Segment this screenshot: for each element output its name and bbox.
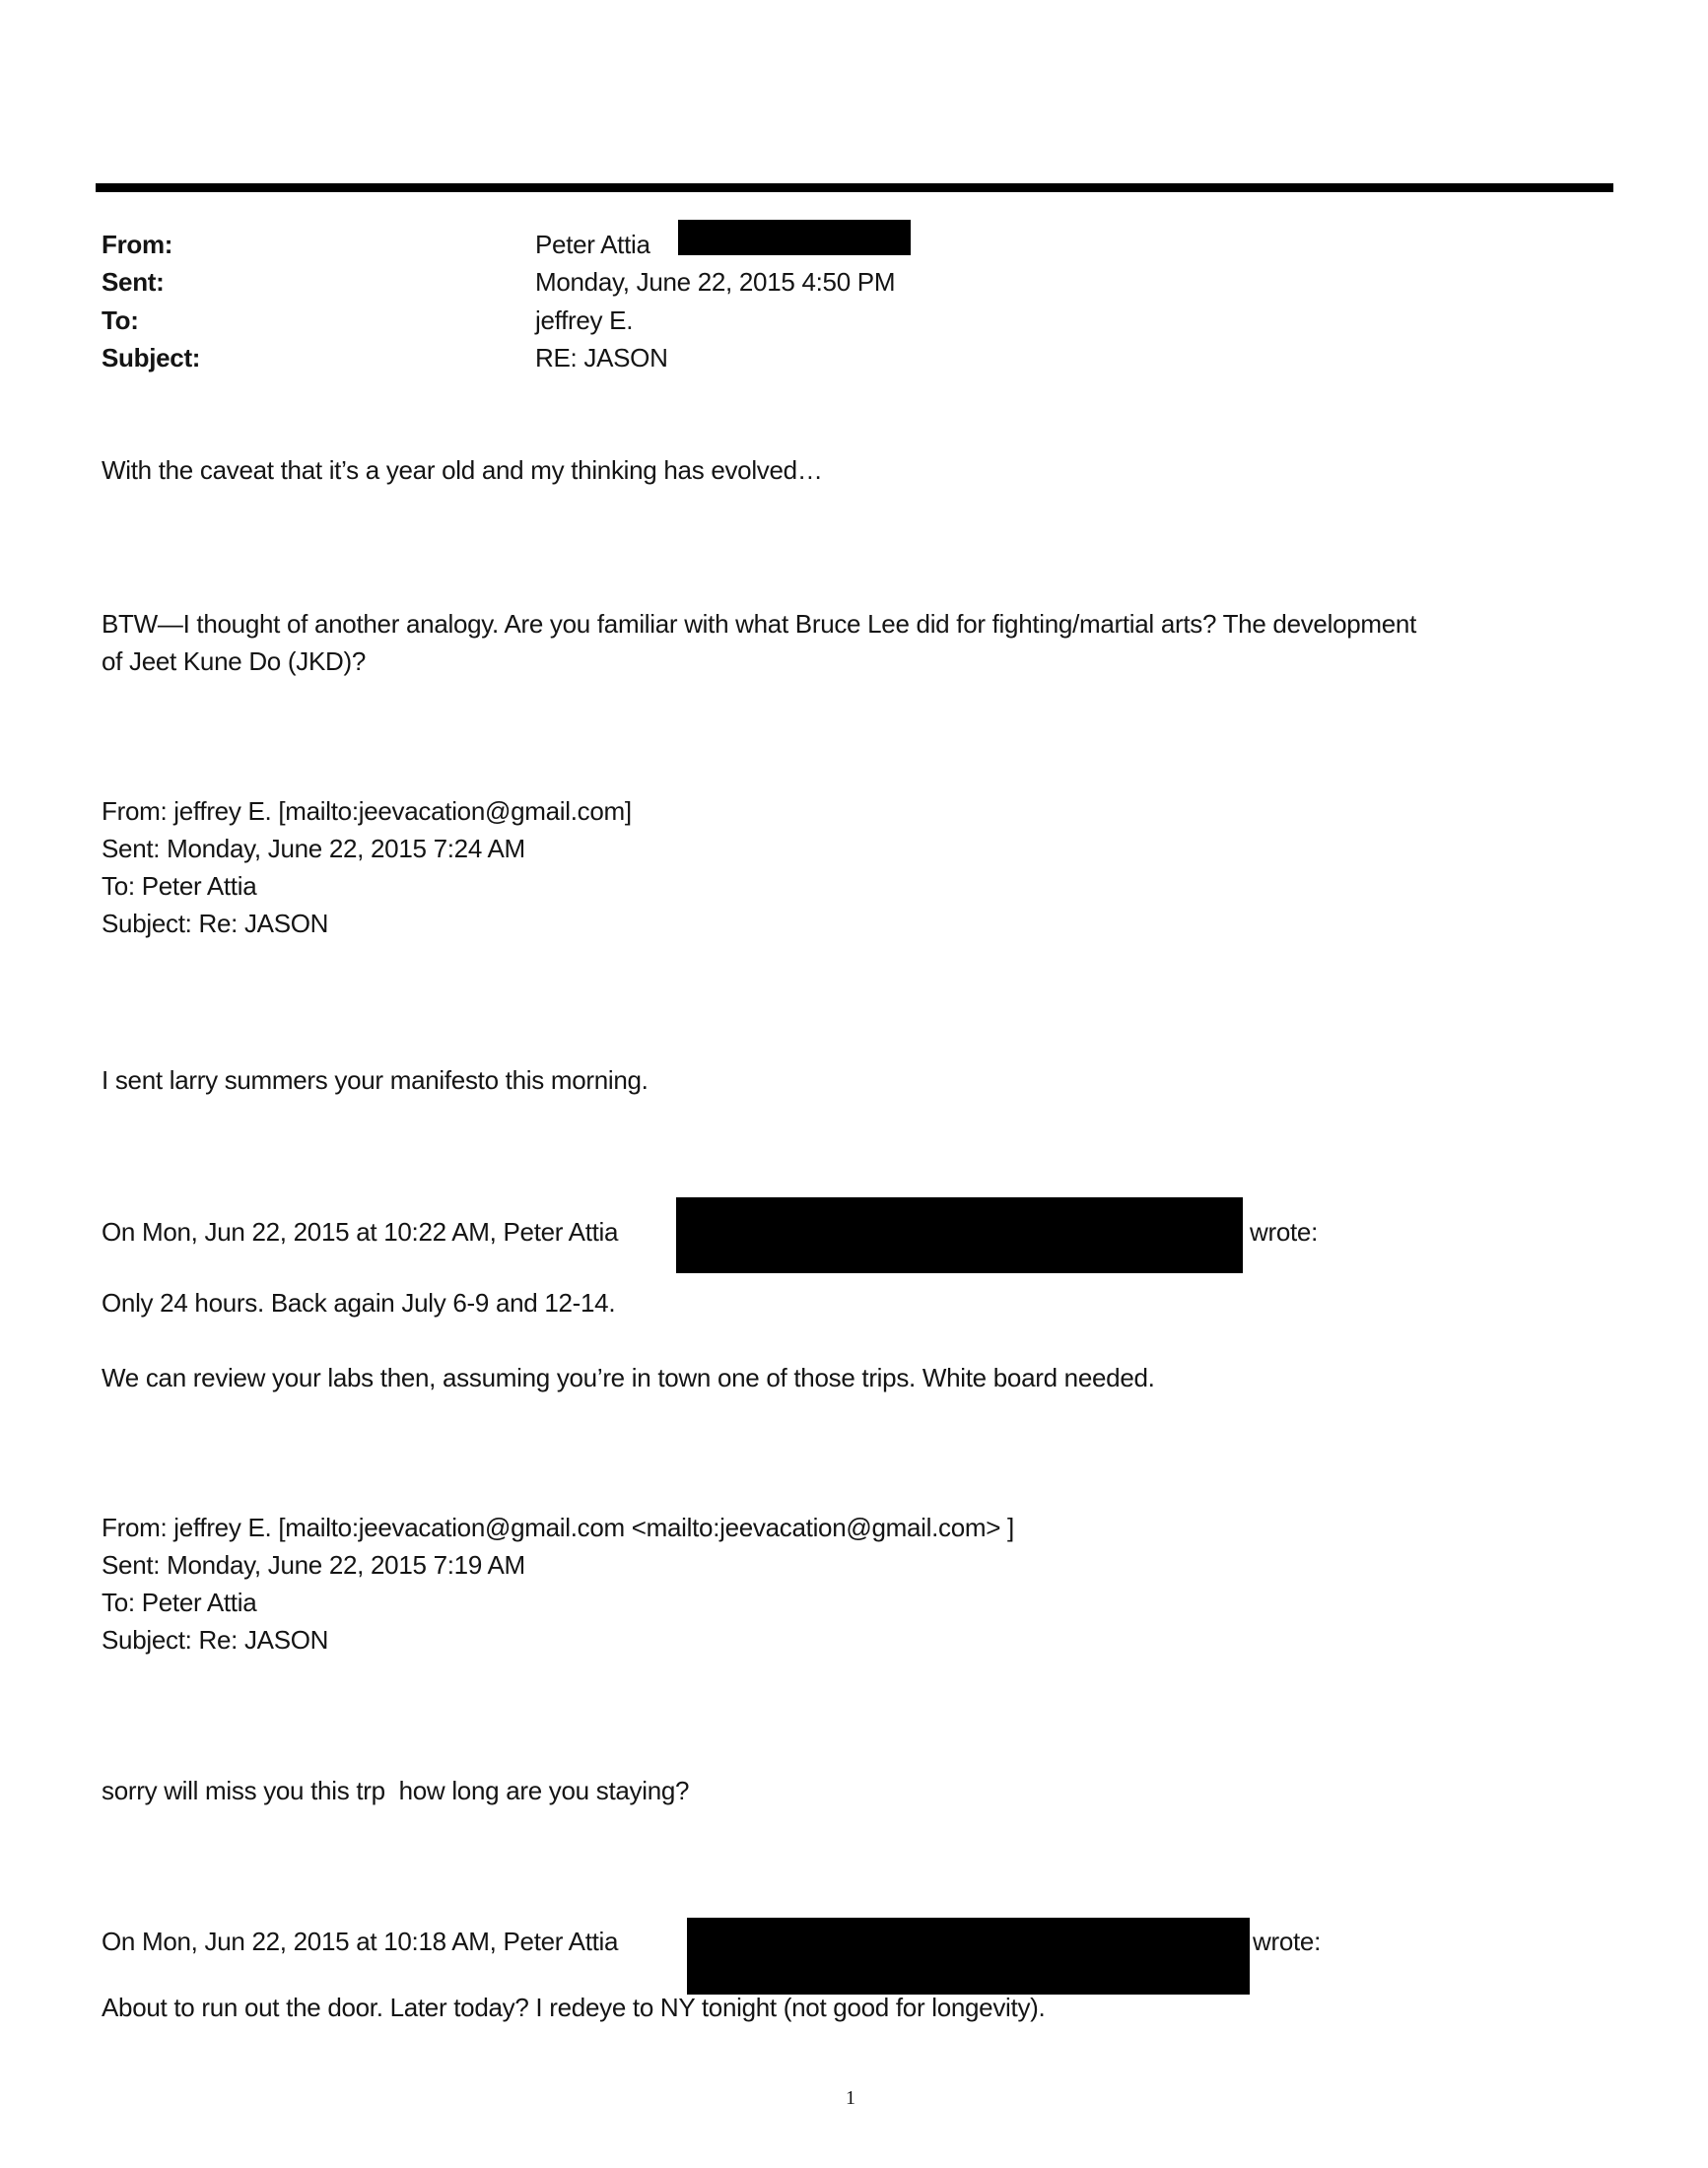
quoted-body: I sent larry summers your manifesto this morning. [102, 1065, 649, 1095]
quoted-attribution: On Mon, Jun 22, 2015 at 10:18 AM, Peter Attia [102, 1927, 619, 1956]
quoted-from: From: jeffrey E. [mailto:jeevacation@gmail.com <mailto:jeevacation@gmail.com> ] [102, 1513, 1014, 1542]
quoted-attribution-suffix: wrote: [1253, 1927, 1322, 1956]
header-to-value: jeffrey E. [535, 305, 634, 335]
header-subject-value: RE: JASON [535, 343, 668, 373]
header-subject-label: Subject: [102, 343, 201, 373]
page-number: 1 [846, 2087, 855, 2109]
quoted-sent: Sent: Monday, June 22, 2015 7:24 AM [102, 834, 525, 863]
quoted-subject: Subject: Re: JASON [102, 909, 329, 938]
quoted-from: From: jeffrey E. [mailto:jeevacation@gmail.com] [102, 796, 632, 826]
quoted-sent: Sent: Monday, June 22, 2015 7:19 AM [102, 1550, 525, 1580]
message-body-line: of Jeet Kune Do (JKD)? [102, 646, 366, 676]
redaction-box [678, 220, 911, 255]
quoted-body-line: Only 24 hours. Back again July 6-9 and 12-14. [102, 1288, 616, 1318]
quoted-to: To: Peter Attia [102, 1588, 257, 1617]
quoted-attribution: On Mon, Jun 22, 2015 at 10:22 AM, Peter Attia [102, 1217, 619, 1247]
header-sent-label: Sent: [102, 267, 165, 297]
quoted-body: sorry will miss you this trp how long are you staying? [102, 1776, 690, 1805]
header-to-label: To: [102, 305, 139, 335]
message-body-line: With the caveat that it’s a year old and my thinking has evolved… [102, 455, 823, 485]
header-sent-value: Monday, June 22, 2015 4:50 PM [535, 267, 896, 297]
redaction-box [687, 1918, 1250, 1995]
header-from-label: From: [102, 230, 173, 259]
quoted-to: To: Peter Attia [102, 871, 257, 901]
quoted-attribution-suffix: wrote: [1250, 1217, 1319, 1247]
quoted-body: About to run out the door. Later today? I redeye to NY tonight (not good for longevity). [102, 1993, 1046, 2022]
quoted-body-line: We can review your labs then, assuming you’re in town one of those trips. White board needed. [102, 1363, 1155, 1392]
message-body-line: BTW—I thought of another analogy. Are you familiar with what Bruce Lee did for fighting/martial arts? The development [102, 609, 1416, 639]
quoted-subject: Subject: Re: JASON [102, 1625, 329, 1655]
redaction-box [676, 1197, 1243, 1273]
header-from-value: Peter Attia [535, 230, 650, 259]
header-rule [96, 183, 1613, 192]
